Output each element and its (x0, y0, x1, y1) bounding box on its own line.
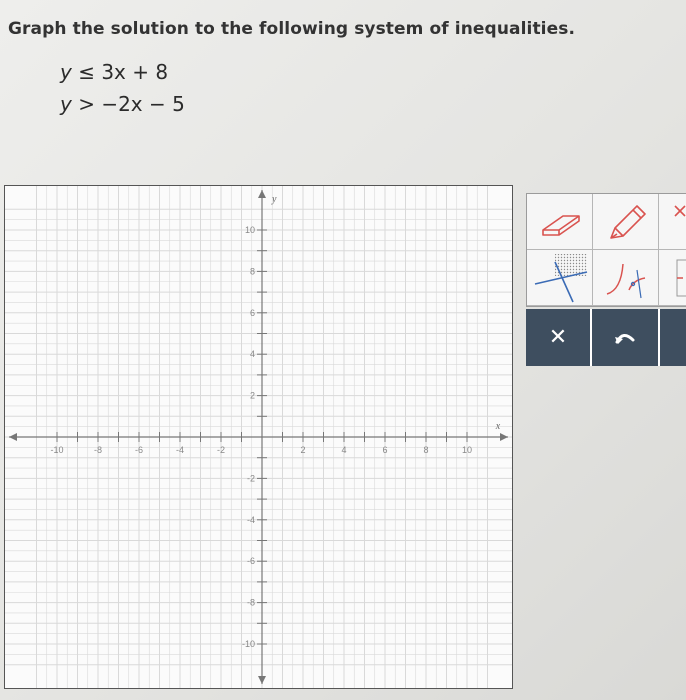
hyperbola-tool-button[interactable] (593, 250, 659, 306)
y-tick-label: -10 (241, 639, 255, 649)
eraser-tool-button[interactable] (527, 194, 593, 250)
x-tick-label: 6 (382, 445, 388, 455)
y-tick-label: 4 (249, 349, 255, 360)
point-tool-button[interactable] (659, 194, 686, 250)
clear-button[interactable]: ✕ (526, 309, 592, 366)
more-actions-button[interactable] (660, 309, 686, 366)
y-tick-label: -8 (246, 597, 255, 608)
x-tick-label: -8 (93, 445, 103, 455)
inequality-2 (60, 92, 185, 116)
undo-icon (613, 328, 637, 348)
hyperbola-icon (593, 250, 659, 306)
graph-toolbar (526, 193, 686, 366)
inequality-1-op: ≤ (78, 60, 95, 84)
undo-button[interactable] (592, 309, 660, 366)
coordinate-plane[interactable] (5, 186, 512, 688)
x-axis-arrow-left (9, 433, 17, 441)
x-tick-label: 2 (300, 445, 306, 455)
inequality-2-rhs: −2x − 5 (101, 92, 185, 116)
shade-tool-button[interactable] (527, 250, 593, 306)
action-bar (526, 309, 686, 366)
y-tick-label: -2 (246, 473, 255, 484)
inequality-1-lhs: y (60, 60, 72, 84)
tool-grid (526, 193, 686, 307)
x-tick-label: 10 (461, 445, 473, 455)
question-prompt: Graph the solution to the following system of inequalities. (8, 19, 576, 39)
graph-canvas[interactable] (4, 185, 513, 689)
x-tick-label: -4 (175, 445, 185, 455)
y-axis-arrow-up (258, 190, 266, 198)
y-axis-arrow-down (258, 676, 266, 684)
extra-tool-button[interactable] (659, 250, 686, 306)
y-tick-label: 2 (249, 390, 255, 401)
y-axis-label: y (272, 194, 277, 205)
y-tick-label: 10 (244, 225, 255, 235)
eraser-icon (527, 194, 593, 250)
shaded-region-icon (527, 250, 593, 306)
x-axis-arrow-right (500, 433, 508, 441)
x-axis-label: x (495, 421, 501, 432)
x-tick-label: -6 (134, 445, 144, 455)
inequality-2-lhs: y (60, 92, 72, 116)
x-tick-label: 8 (423, 445, 429, 455)
y-tick-label: -4 (246, 514, 255, 525)
inequality-1-rhs: 3x + 8 (101, 60, 169, 84)
x-tick-label: 4 (341, 445, 347, 455)
y-tick-label: 6 (249, 307, 255, 318)
y-tick-label: -6 (246, 556, 255, 567)
point-icon (659, 194, 686, 250)
x-tick-label: -10 (50, 445, 64, 455)
inequality-2-op: > (78, 92, 95, 116)
inequality-1 (60, 60, 168, 84)
y-tick-label: 8 (249, 266, 255, 277)
toolbar-extra-icon (659, 250, 686, 306)
pencil-icon (593, 194, 659, 250)
pencil-tool-button[interactable] (593, 194, 659, 250)
x-tick-label: -2 (216, 445, 226, 455)
